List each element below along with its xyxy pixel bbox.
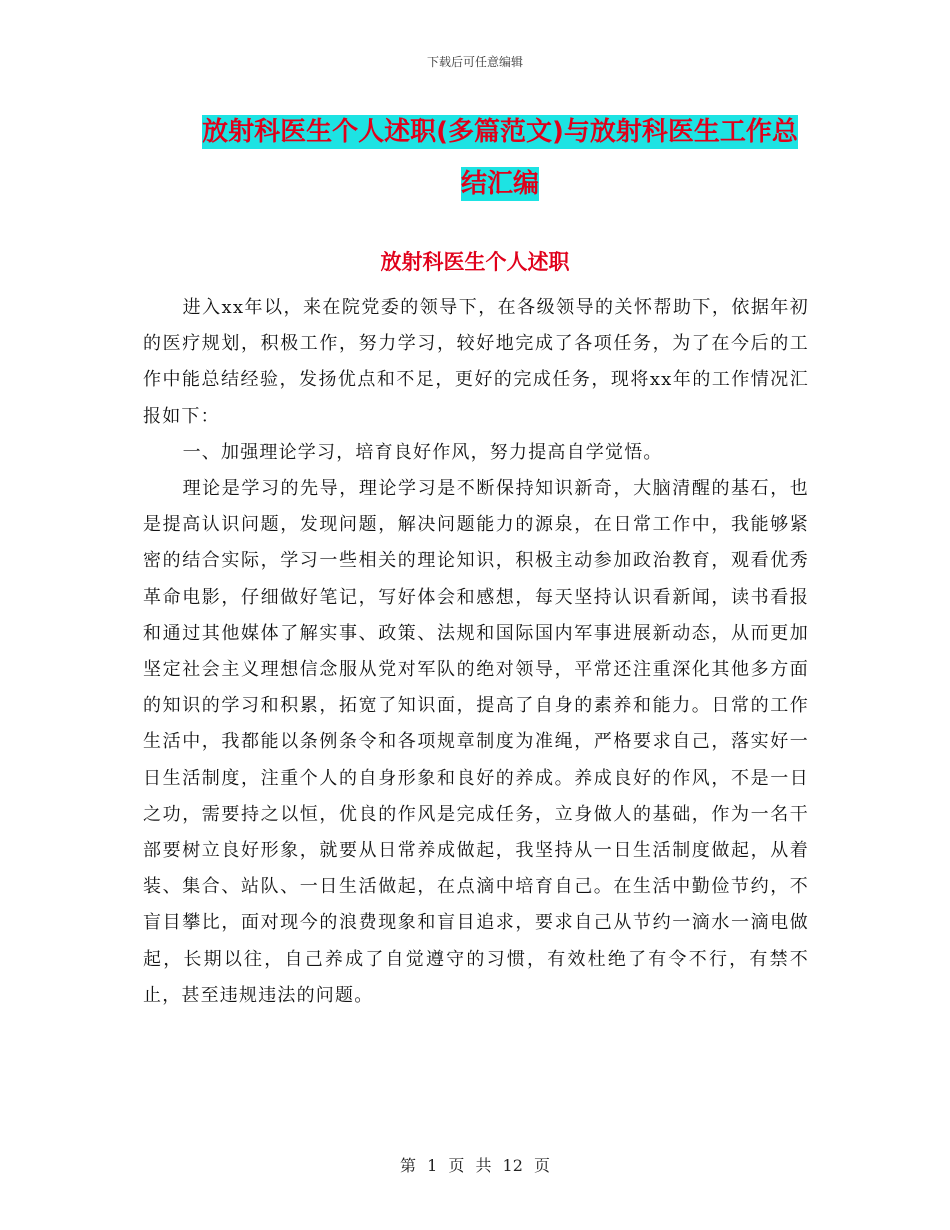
paragraph: 一、加强理论学习，培育良好作风，努力提高自学觉悟。 bbox=[182, 441, 663, 463]
paragraph: 理论是学习的先导，理论学习是不断保持知识新奇，大脑清醒的基石，也是提高认识问题，发现问题，解决问题能力的源泉，在日常工作中，我能够紧密的结合实际，学习一些相关的理论知识，积极主动参加政治教育，观看优秀革命电影，仔细做好笔记，写好体会和感想，每天坚持认识看新闻，读书看报和通过其他媒体了解实事、政策、法规和国际国内军事进展新动态，从而更加坚定社会主义理想信念服从党对军队的绝对领导，平常还注重深化其他多方面的知识的学习和积累，拓宽了知识面，提高了自身的素养和能力。日常的工作生活中，我都能以条例条令和各项规章制度为准绳，严格要求自己，落实好一日生活制度，注重个人的自身形象和良好的养成。养成良好的作风，不是一日之功，需要持之以恒，优良的作风是完成任务，立身做人的基础，作为一名干部要树立良好形象，就要从日常养成做起，我坚持从一日生活制度做起，从着装、集合、站队、一日生活做起，在点滴中培育自己。在生活中勤俭节约，不盲目攀比，面对现今的浪费现象和盲目追求，要求自己从节约一滴水一滴电做起，长期以往，自己养成了自觉遵守的习惯，有效杜绝了有令不行，有禁不止，甚至违规违法的问题。 bbox=[143, 478, 809, 1006]
section-title: 放射科医生个人述职 bbox=[380, 250, 570, 274]
page-number-footer: 第 1 页 共 12 页 bbox=[400, 1156, 550, 1175]
paragraph: 进入xx年以，来在院党委的领导下，在各级领导的关怀帮助下，依据年初的医疗规划，积极工作，努力学习，较好地完成了各项任务，为了在今后的工作中能总结经验，发扬优点和不足，更好的完成任务，现将xx年的工作情况汇报如下： bbox=[143, 297, 809, 427]
body-text bbox=[143, 290, 809, 1014]
header-note: 下载后可任意编辑 bbox=[426, 55, 523, 69]
document-title-text: 放射科医生个人述职(多篇范文)与放射科医生工作总结汇编 bbox=[202, 117, 798, 199]
document-title bbox=[190, 106, 810, 210]
